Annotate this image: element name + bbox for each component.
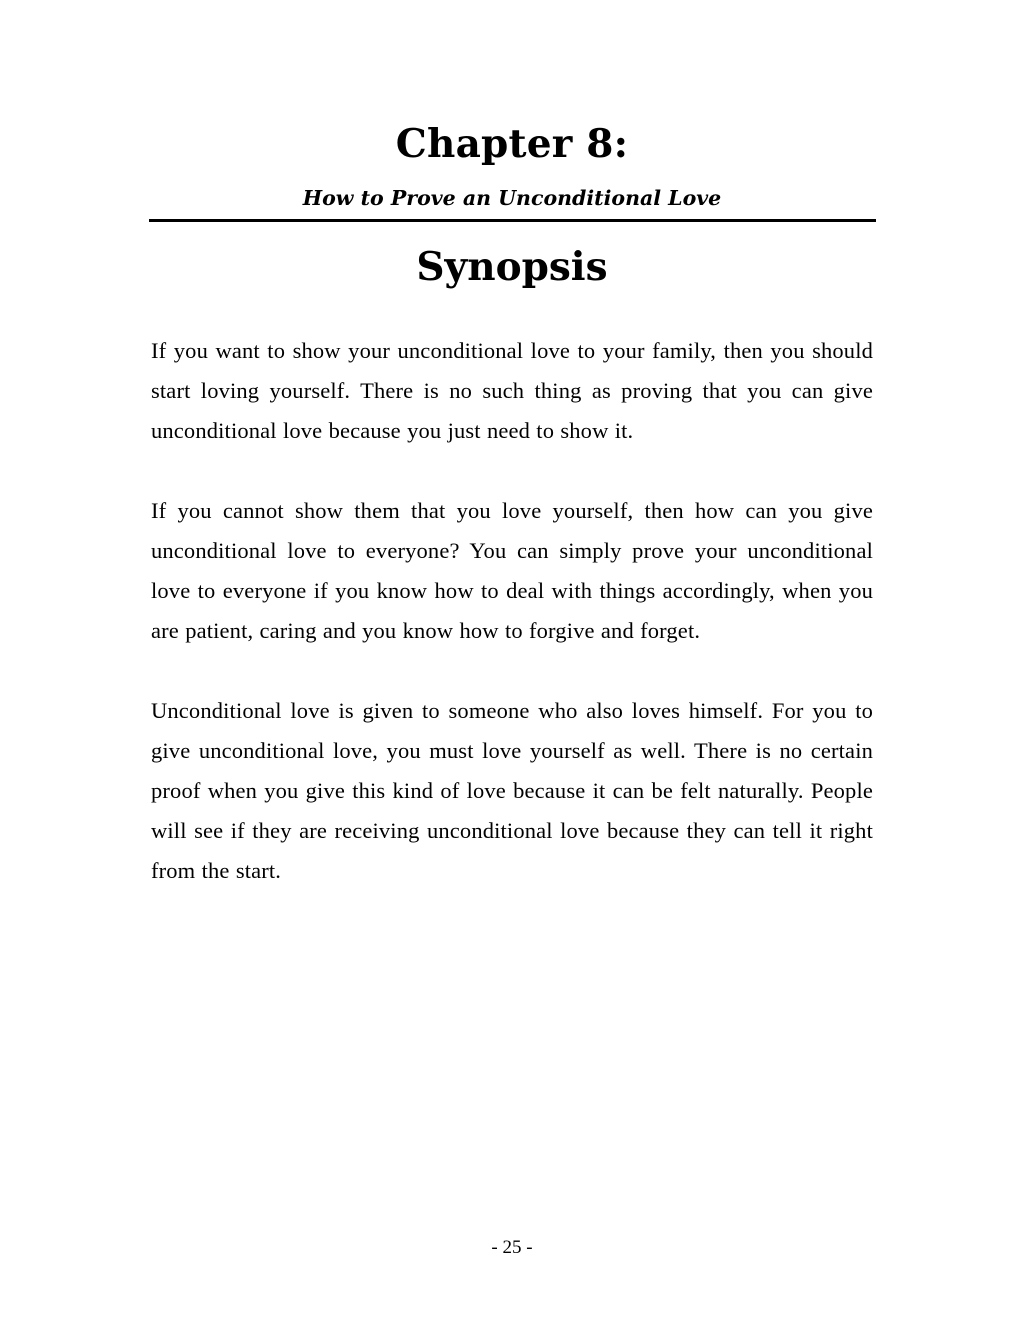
paragraph: If you want to show your unconditional love to your family, then you should start loving yourself. There is no such thing as proving that you can give unconditional love because you just need to show it. (151, 338, 873, 443)
chapter-subtitle: How to Prove an Unconditional Love (302, 186, 722, 210)
paragraph: If you cannot show them that you love yourself, then how can you give unconditional love to everyone? You can simply prove your unconditional love to everyone if you know how to deal with things accordingly, when you are patient, caring and you know how to forgive and forget. (151, 498, 873, 643)
body-text (151, 331, 873, 931)
title-divider (149, 219, 876, 222)
section-title: Synopsis (416, 244, 608, 290)
chapter-title: Chapter 8: (395, 121, 629, 167)
paragraph: Unconditional love is given to someone who also loves himself. For you to give unconditional love, you must love yourself as well. There is no certain proof when you give this kind of love because it can be felt naturally. People will see if they are receiving unconditional love because they can tell it right from the start. (151, 698, 873, 883)
page-number: - 25 - (491, 1237, 533, 1258)
